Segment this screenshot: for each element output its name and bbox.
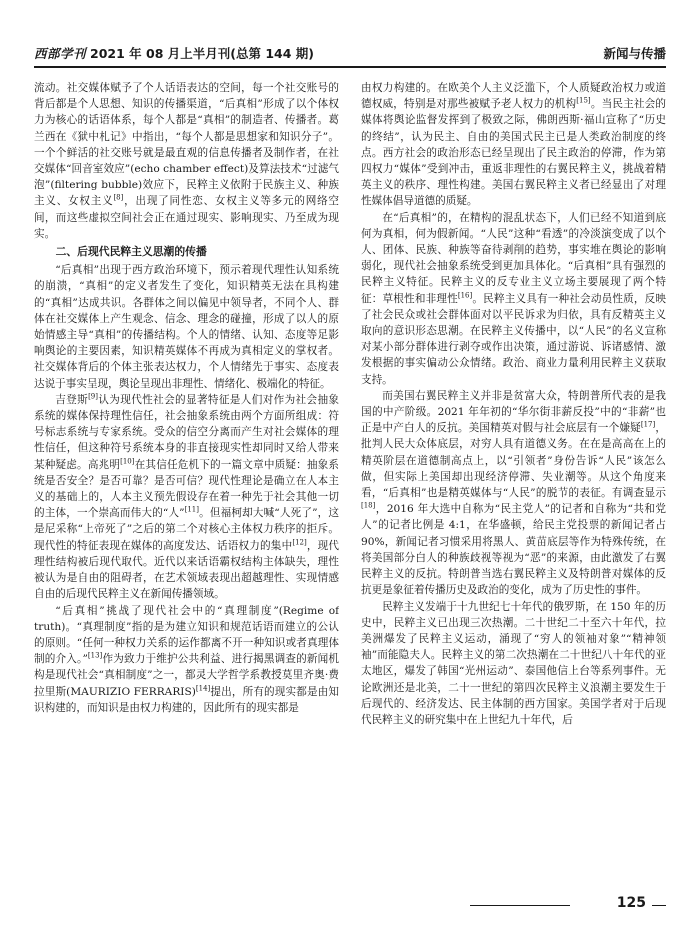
- issue-info: 2021 年 08 月上半月刊(总第 144 期): [90, 46, 314, 61]
- paragraph: [34, 392, 339, 603]
- paragraph-text: 流动。社交媒体赋予了个人话语表达的空间，每一个社交账号的背后都是个人思想、知识的传播渠道，“后真相”形成了以个体权力为核心的话语体系，每个人都是“真相”的制造者、传播者。葛兰西在《狱中札记》中指出，“每个人都是思想家和知识分子”。一个个鲜活的社交账号就是最直观的信息传播者及制作者，在社交媒体“回音室效应”(echo chamber effect)及算法技术“过滤气泡”(filtering bubble)效应下，民粹主义依附于民族主义、种族主义、女权主义: [34, 82, 339, 208]
- reference-mark: [13]: [87, 651, 103, 660]
- reference-mark: [9]: [88, 392, 98, 401]
- reference-mark: [15]: [576, 96, 591, 105]
- header-left: [34, 44, 314, 62]
- paragraph-text: 。民粹主义具有一种社会动员性质，反映了社会民众或社会群体面对以平民诉求为归依，具有反精英主义取向的意识形态思潮。在民粹主义传播中，以“人民”的名义宣称对某小部分群体进行剥夺或作出决策，通过游说、诉诸感情、激发根据的事实偏动公众情绪。政治、商业力量利用民粹主义获取支持。: [361, 292, 666, 386]
- header-rule: [34, 66, 666, 68]
- paragraph-text: 认为现代性社会的显著特征是人们对作为社会抽象系统的媒体保持理性信任，社会抽象系统由两个方面所组成：符号标志系统与专家系统。受众的信空分离而产生对社会媒体的理性信任，但这种符号系统本身的非直接现实性却同时又给人带来某种疑虑。高兆明: [34, 393, 339, 471]
- reference-mark: [17]: [640, 420, 656, 429]
- paragraph-text: 由权力构建的。在欧美个人主义泛滥下，个人质疑政治权力或道德权威，特别是对那些被赋予老人权力的机构: [361, 82, 666, 111]
- paragraph-text: 在其信任危机下的一篇文章中质疑：抽象系统是否安全？是否可靠？是否可信？现代性理论是确立在人本主义的基础上的，人本主义预先假设存在着一种先于社会其他一切的主体，一个崇高而伟大的“人”: [34, 458, 339, 520]
- section-heading: 二、后现代民粹主义思潮的传播: [55, 245, 207, 259]
- paragraph: [34, 80, 339, 242]
- paragraph-text: “后真相”挑战了现代社会中的“真理制度”(Regime of truth)。“真理制度”指的是为建立知识和规范话语而建立的公认的原则。“任何一种权力关系的运作都离不开一种知识或者真理体制的介入。”: [34, 604, 339, 666]
- body-columns: [34, 80, 666, 892]
- paragraph-text: ，批判人民大众体底层，对穷人具有道德义务。在在是高高在上的精英阶层在道德制高点上，以“引领者”身份告诉“人民”该怎么做，但实际上美国却出现经济停滞、失业潮等。从这个角度来看，“后真相”也是精英媒体与“人民”的脱节的表征。有调查显示: [361, 422, 666, 500]
- paragraph-text: 作为致力于维护公共利益、进行揭黑调查的新闻机构是现代社会“真相制度”之一，都灵大学哲学系教授莫里齐奥·费拉里斯(MAURIZIO FERRARIS): [34, 653, 339, 698]
- paragraph-text: 。但福柯却大喊“人死了”，这是尼采称“上帝死了”之后的第二个对核心主体权力秩序的拒斥。现代性的特征表现在媒体的高度发达、话语权力的集中: [34, 507, 339, 552]
- paragraph-text: 。当民主社会的媒体将舆论监督发挥到了极致之际，佛朗西斯·福山宣称了“历史的终结”，认为民主、自由的美国式民主已是人类政治制度的终点。西方社会的政治形态已经呈现出了民主政治的停滞，作为第四权力“媒体”受到冲击，重返非理性的右翼民粹主义，挑战着精英主义的秩序、理性构建。美国右翼民粹主义者已经显出了对理性媒体倡导道德的质疑。: [361, 98, 666, 208]
- paragraph-text: 而美国右翼民粹主义并非是贫富大众，特朗普所代表的是我国的中产阶级。2021 年年初的“华尔街非薪反投”中的“非薪”也正是中产白人的反抗。美国精英对假与社会底层有一个嫌疑: [361, 389, 666, 435]
- reference-mark: [8]: [113, 193, 124, 202]
- paragraph-text: ，2016 年大选中自称为“民主党人”的记者和自称为“共和党人”的记者比例是 4:1，在华盛顿，给民主党投票的新闻记者占 90%，新闻记者习惯采用将黑人、黄苗底层等作为特殊传统，在将美国部分白人的种族歧视等视为“恶”的来源，由此激发了右翼民粹主义的反抗。特朗普当选右翼民粹主义及特朗普对媒体的反抗更是象征着传播历史及政治的变化，成为了历史性的事件。: [361, 503, 666, 597]
- reference-mark: [11]: [184, 505, 199, 514]
- right-column: [361, 80, 666, 892]
- section-name: 新闻与传播: [603, 46, 666, 61]
- paragraph-text: ，现代理性结构被后现代取代。近代以来话语霸权结构主体缺失，理性被认为是自由的阻碍者，在艺术领域表现出超越理性、实现情感自由的后现代民粹主义在新闻传播领域。: [34, 539, 339, 601]
- reference-mark: [12]: [292, 538, 307, 547]
- paragraph: [361, 388, 666, 599]
- left-column: [34, 80, 339, 892]
- paragraph: 民粹主义发端于十九世纪七十年代的俄罗斯，在 150 年的历史中，民粹主义已出现三次热潮。二十世纪二十至六十年代，拉美洲爆发了民粹主义运动，涌现了“穷人的领袖对象”“精神领袖”而能隐夫人。民粹主义的第二次热潮在二十世纪八十年代的亚太地区，爆发了韩国“光州运动”、泰国他信上台等系列事件。无论欧洲还是北美，二十一世纪的第四次民粹主义浪潮主要发生于后现代的、经济发达、民主体制的西方国家。美国学者对于后现代民粹主义的研究集中在上世纪九十年代，后: [361, 600, 666, 726]
- page-number: 125: [611, 895, 652, 911]
- paragraph-text: 吉登斯: [55, 393, 89, 406]
- paragraph-text: 在“后真相”的，在精构的混乱状态下，人们已经不知道到底何为真相，何为假新闻。“人民”这种“看透”的冷淡演变成了以个人、团体、民族、种族等奋待剥削的趋势，事实堆在舆论的影响弱化，现代社会抽象系统受到更加具体化。“后真相”具有强烈的民粹主义特征。民粹主义的反专业主义立场主要展现了两个特征：草根性和非理性: [361, 211, 666, 305]
- reference-mark: [16]: [457, 291, 473, 300]
- paragraph-text: 提出，所有的现实都是由知识构建的，而知识是由权力构建的，因此所有的现实都是: [34, 685, 339, 714]
- paragraph: [361, 210, 666, 388]
- reference-mark: [18]: [361, 501, 376, 510]
- paragraph: [361, 80, 666, 210]
- paragraph-text: ，出现了同性恋、女权主义等多元的网络空间，而这些虚拟空间社会正在通过现实、影响现实、乃至成为现实。: [34, 195, 339, 240]
- reference-mark: [10]: [120, 457, 135, 466]
- reference-mark: [14]: [195, 683, 211, 692]
- journal-name: 西部学刊: [34, 46, 87, 61]
- paragraph: “后真相”出现于西方政治环境下，预示着现代理性认知系统的崩溃，“真相”的定义者发生了变化，知识精英无法在具构建的“真相”达成共识。各群体之间以偏见中领导者，不同个人、群体在社交媒体上产生观念、信念、理念的碰撞，形成了以人的原始情感主导“真相”的传播结构。个人的情绪、认知、态度等足影响舆论的主要因素，知识精英媒体不再成为真相定义的掌权者。社交媒体背后的个体主张表达权力，个人情绪先于事实、态度表达说于事实呈现，舆论呈现出非理性、情绪化、极端化的特征。: [34, 264, 339, 390]
- running-header: [34, 42, 666, 62]
- footer-rule: [470, 905, 570, 906]
- footer-dash: [652, 905, 666, 906]
- paragraph: [34, 603, 339, 716]
